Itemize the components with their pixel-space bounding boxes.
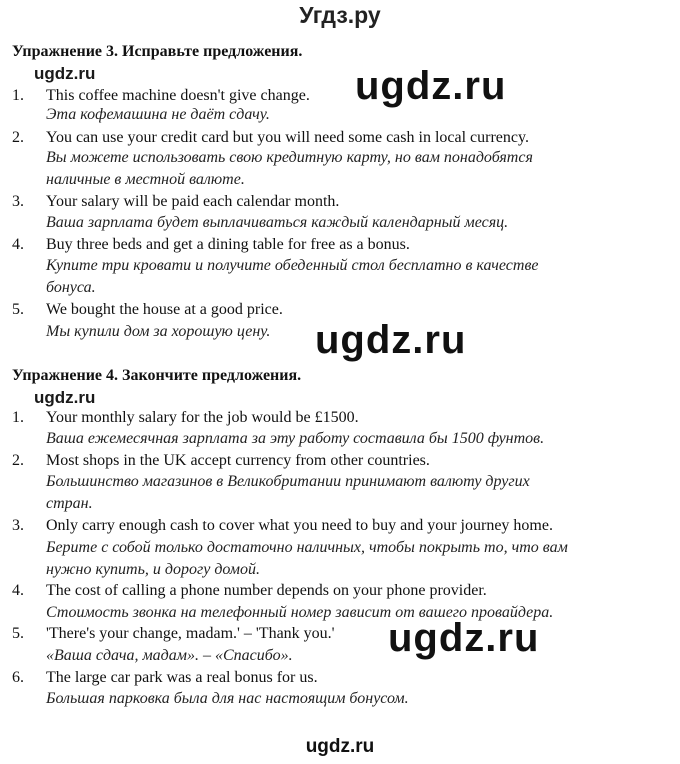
item-number: 1.	[12, 409, 24, 426]
russian-translation: Мы купили дом за хорошую цену.	[46, 323, 271, 340]
watermark-small: ugdz.ru	[34, 388, 96, 407]
item-number: 6.	[12, 669, 24, 686]
watermark-large: ugdz.ru	[355, 64, 507, 108]
exercise-3-heading: Упражнение 3. Исправьте предложения.	[12, 43, 303, 60]
russian-translation: Вы можете использовать свою кредитную карту, но вам понадобятся	[46, 149, 533, 166]
english-sentence: Buy three beds and get a dining table for free as a bonus.	[46, 236, 410, 253]
english-sentence: Most shops in the UK accept currency from other countries.	[46, 452, 430, 469]
item-number: 1.	[12, 87, 24, 104]
russian-translation: Стоимость звонка на телефонный номер зависит от вашего провайдера.	[46, 604, 554, 621]
watermark-large: ugdz.ru	[315, 318, 467, 362]
russian-translation: Ваша ежемесячная зарплата за эту работу составила бы 1500 фунтов.	[46, 430, 545, 447]
english-sentence: We bought the house at a good price.	[46, 301, 283, 318]
english-sentence: 'There's your change, madam.' – 'Thank you.'	[46, 625, 335, 642]
english-sentence: Your salary will be paid each calendar month.	[46, 193, 340, 210]
russian-translation-cont: наличные в местной валюте.	[46, 171, 245, 188]
item-number: 4.	[12, 582, 24, 599]
russian-translation: Купите три кровати и получите обеденный стол бесплатно в качестве	[46, 257, 539, 274]
footer-watermark: ugdz.ru	[305, 736, 375, 757]
exercise-4-heading: Упражнение 4. Закончите предложения.	[12, 367, 302, 384]
item-number: 3.	[12, 193, 24, 210]
item-number: 5.	[12, 625, 24, 642]
item-number: 2.	[12, 452, 24, 469]
russian-translation: Большинство магазинов в Великобритании принимают валюту других	[46, 473, 530, 490]
english-sentence: Only carry enough cash to cover what you need to buy and your journey home.	[46, 517, 553, 534]
item-number: 3.	[12, 517, 24, 534]
russian-translation: Большая парковка была для нас настоящим бонусом.	[46, 690, 409, 707]
site-title: Угдз.ру	[299, 2, 381, 28]
item-number: 2.	[12, 129, 24, 146]
russian-translation-cont: бонуса.	[46, 279, 96, 296]
russian-translation-cont: нужно купить, и дорогу домой.	[46, 561, 261, 578]
english-sentence: The large car park was a real bonus for us.	[46, 669, 318, 686]
russian-translation: Ваша зарплата будет выплачиваться каждый календарный месяц.	[46, 214, 509, 231]
item-number: 4.	[12, 236, 24, 253]
english-sentence: Your monthly salary for the job would be £1500.	[46, 409, 359, 426]
english-sentence: You can use your credit card but you will need some cash in local currency.	[46, 129, 529, 146]
russian-translation: «Ваша сдача, мадам». – «Спасибо».	[46, 647, 293, 664]
english-sentence: The cost of calling a phone number depends on your phone provider.	[46, 582, 487, 599]
watermark-small: ugdz.ru	[34, 64, 96, 83]
russian-translation-cont: стран.	[46, 495, 93, 512]
item-number: 5.	[12, 301, 24, 318]
russian-translation: Берите с собой только достаточно наличных, чтобы покрыть то, что вам	[46, 539, 568, 556]
russian-translation: Эта кофемашина не даёт сдачу.	[46, 106, 270, 123]
english-sentence: This coffee machine doesn't give change.	[46, 87, 310, 104]
watermark-large: ugdz.ru	[388, 616, 540, 660]
